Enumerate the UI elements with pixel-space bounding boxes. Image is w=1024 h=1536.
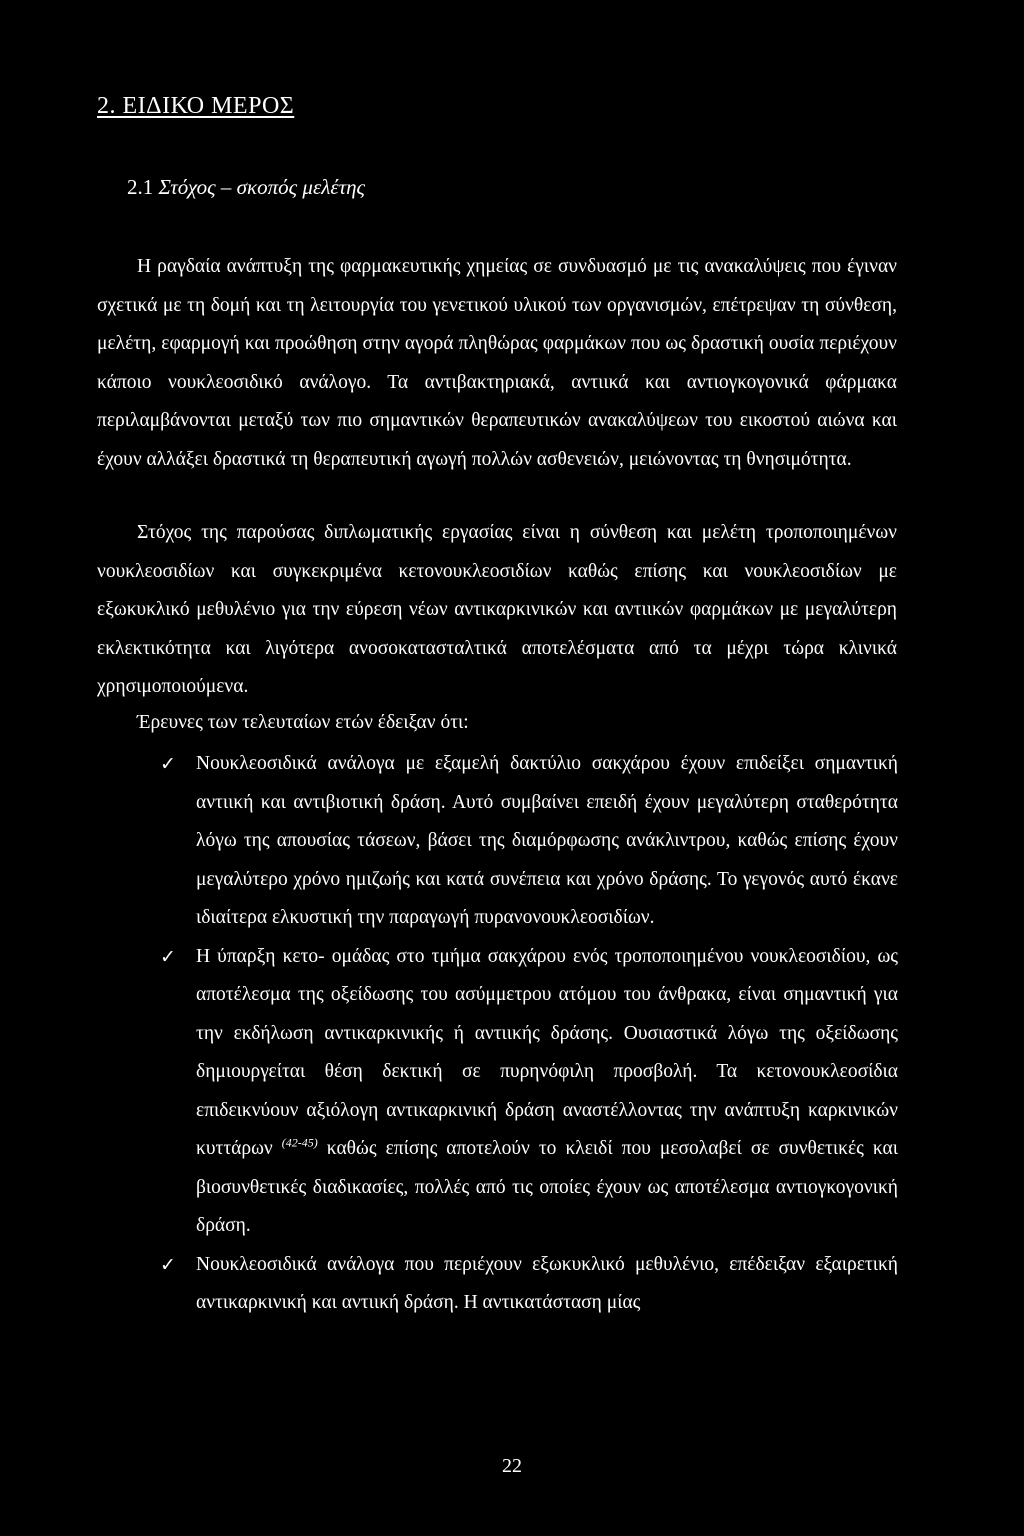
bullet-text: Η ύπαρξη κετο- ομάδας στο τμήμα σακχάρου ενός τροποποιημένου νουκλεοσιδίου, ως αποτέλεσμα της οξείδωσης του ασύμμετρου ατόμου του άνθρακα, είναι σημαντική για την εκδήλωση αντικαρκινικής ή αντιικής δράσης. Ουσιαστικά λόγω της οξείδωσης δημιουργείται θέση δεκτική σε πυρηνόφιλη προσβολή. Τα κετονουκλεοσίδια επιδεικνύουν αξιόλογη αντικαρκινική δράση αναστέλλοντας την ανάπτυξη καρκινικών κυττάρων bbox=[196, 945, 898, 1159]
list-item bbox=[150, 1246, 898, 1323]
subsection-heading bbox=[127, 174, 365, 200]
citation-superscript: (42-45) bbox=[281, 1135, 318, 1150]
page-number: 22 bbox=[502, 1455, 522, 1477]
paragraph-research-intro: Έρευνες των τελευταίων ετών έδειξαν ότι: bbox=[137, 712, 469, 733]
bullet-text: Νουκλεοσιδικά ανάλογα που περιέχουν εξωκυκλικό μεθυλένιο, επέδειξαν εξαιρετική αντικαρκινική και αντιική δράση. Η αντικατάσταση μίας bbox=[196, 1253, 898, 1313]
section-heading: 2. ΕΙΔΙΚΟ ΜΕΡΟΣ bbox=[97, 93, 295, 119]
checkmark-icon: ✓ bbox=[160, 753, 176, 775]
paragraph-aim: Στόχος της παρούσας διπλωματικής εργασίας είναι η σύνθεση και μελέτη τροποποιημένων νουκλεοσιδίων και συγκεκριμένα κετονουκλεοσιδίων καθώς επίσης και νουκλεοσιδίων με εξωκυκλικό μεθυλένιο για την εύρεση νέων αντικαρκινικών και αντιικών φαρμάκων με μεγαλύτερη εκλεκτικότητα και λιγότερα ανοσοκατασταλτικά αποτελέσματα από τα μέχρι τώρα κλινικά χρησιμοποιούμενα. bbox=[97, 522, 897, 697]
list-item bbox=[150, 938, 898, 1246]
subsection-title: Στόχος – σκοπός μελέτης bbox=[158, 175, 366, 199]
bullet-text-continued: καθώς επίσης αποτελούν το κλειδί που μεσολαβεί σε συνθετικές και βιοσυνθετικές διαδικασίες, πολλές από τις οποίες έχουν ως αποτέλεσμα αντιογκογονική δράση. bbox=[196, 1138, 898, 1236]
list-item bbox=[150, 745, 898, 938]
paragraph-intro: Η ραγδαία ανάπτυξη της φαρμακευτικής χημείας σε συνδυασμό με τις ανακαλύψεις που έγιναν σχετικά με τη δομή και τη λειτουργία του γενετικού υλικού των οργανισμών, επέτρεψαν τη σύνθεση, μελέτη, εφαρμογή και προώθηση στην αγορά πληθώρας φαρμάκων που ως δραστική ουσία περιέχουν κάποιο νουκλεοσιδικό ανάλογο. Τα αντιβακτηριακά, αντιικά και αντιογκογονικά φάρμακα περιλαμβάνονται μεταξύ των πιο σημαντικών θεραπευτικών ανακαλύψεων του εικοστού αιώνα και έχουν αλλάξει δραστικά τη θεραπευτική αγωγή πολλών ασθενειών, μειώνοντας τη θνησιμότητα. bbox=[97, 256, 897, 470]
subsection-number: 2.1 bbox=[127, 175, 154, 199]
bullet-text: Νουκλεοσιδικά ανάλογα με εξαμελή δακτύλιο σακχάρου έχουν επιδείξει σημαντική αντιική και αντιβιοτική δράση. Αυτό συμβαίνει επειδή έχουν μεγαλύτερη σταθερότητα λόγω της απουσίας τάσεων, βάσει της διαμόρφωσης ανάκλιντρου, καθώς επίσης έχουν μεγαλύτερο χρόνο ημιζωής και κατά συνέπεια και χρόνο δράσης. Το γεγονός αυτό έκανε ιδιαίτερα ελκυστική την παραγωγή πυρανονουκλεοσιδίων. bbox=[196, 753, 898, 928]
checkmark-icon: ✓ bbox=[160, 1253, 176, 1276]
findings-list bbox=[150, 745, 898, 1323]
checkmark-icon: ✓ bbox=[160, 945, 176, 968]
